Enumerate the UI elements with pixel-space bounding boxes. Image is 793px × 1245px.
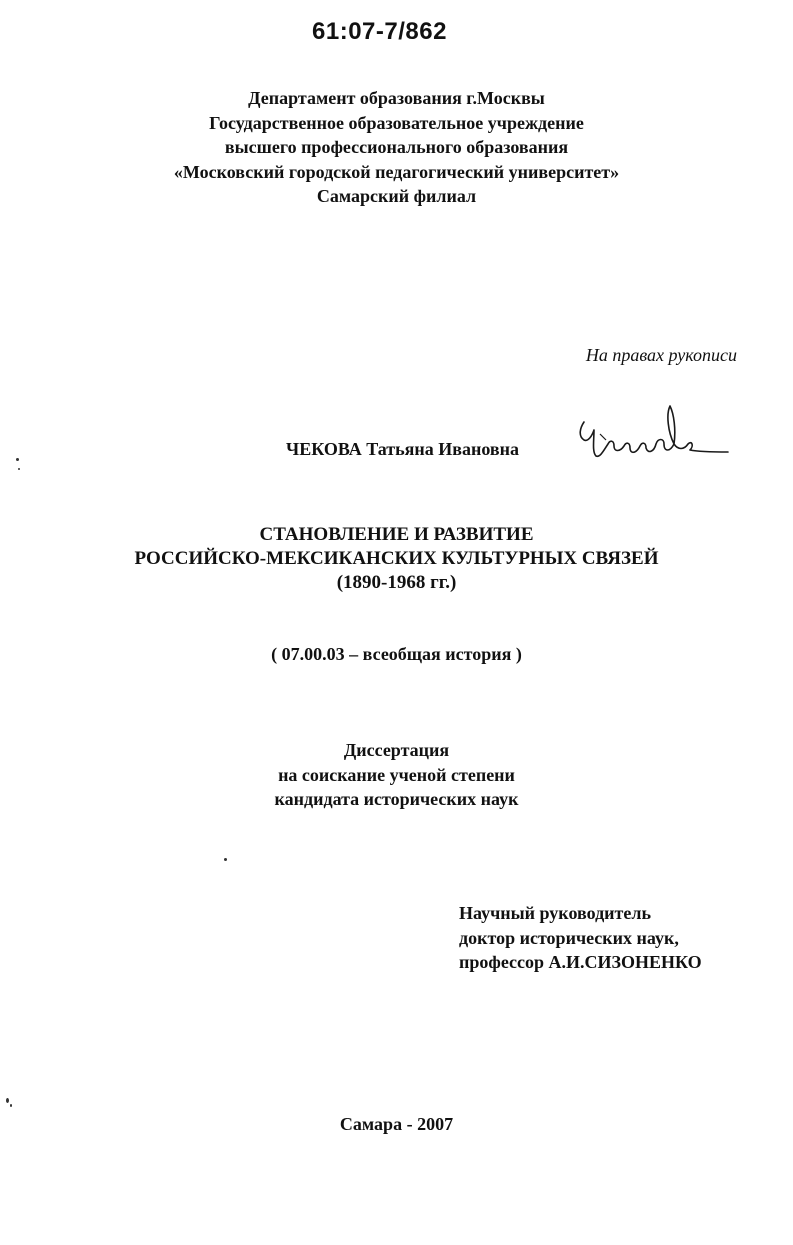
institution-line: Самарский филиал (316, 186, 477, 206)
dissertation-description (0, 738, 793, 812)
institution-line: высшего профессионального образования (224, 137, 569, 157)
scan-speck (16, 458, 19, 461)
description-line: на соискание ученой степени (278, 764, 515, 785)
supervisor-line: доктор исторических наук, (459, 927, 679, 948)
supervisor-block (459, 901, 702, 975)
scan-speck (6, 1098, 9, 1103)
institution-line: «Московский городской педагогический университет» (173, 161, 620, 182)
institution-line: Департамент образования г.Москвы (248, 88, 545, 108)
city-year: Самара - 2007 (339, 1114, 454, 1134)
author-name: ЧЕКОВА Татьяна Ивановна (286, 439, 519, 459)
description-line: Диссертация (343, 740, 450, 760)
specialty-code: ( 07.00.03 – всеобщая история ) (271, 644, 522, 664)
scan-speck (10, 1104, 12, 1107)
title-line: (1890-1968 гг.) (336, 572, 457, 593)
supervisor-line: профессор А.И.СИЗОНЕНКО (459, 952, 702, 972)
description-line: кандидата исторических наук (274, 789, 519, 809)
supervisor-line: Научный руководитель (459, 903, 651, 923)
signature-image (570, 400, 730, 470)
dissertation-title (0, 523, 793, 595)
institution-block (0, 86, 793, 209)
manuscript-note: На правах рукописи (585, 345, 737, 365)
title-line: СТАНОВЛЕНИЕ И РАЗВИТИЕ (259, 524, 534, 545)
scan-speck (224, 858, 227, 861)
institution-line: Государственное образовательное учреждение (209, 112, 584, 133)
scan-speck (18, 468, 20, 470)
title-line: РОССИЙСКО-МЕКСИКАНСКИХ КУЛЬТУРНЫХ СВЯЗЕЙ (134, 548, 659, 569)
archive-code: 61:07-7/862 (312, 18, 447, 45)
